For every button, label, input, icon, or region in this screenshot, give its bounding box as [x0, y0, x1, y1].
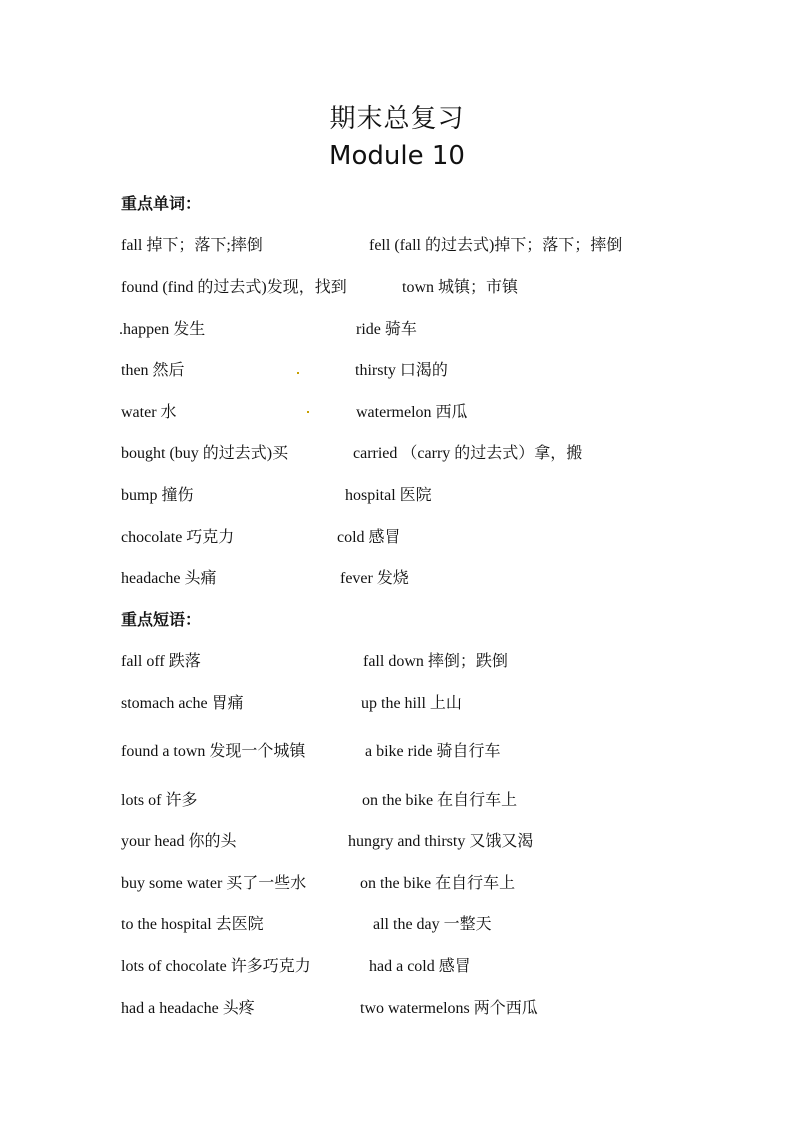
- phrase-item: stomach ache 胃痛: [121, 695, 244, 712]
- phrase-item: lots of 许多: [121, 792, 198, 809]
- phrase-item: found a town 发现一个城镇: [121, 743, 306, 760]
- phrase-item: on the bike 在自行车上: [362, 792, 518, 809]
- vocab-item: found (find 的过去式)发现，找到: [121, 279, 347, 296]
- phrase-item: fall down 摔倒；跌倒: [363, 653, 508, 670]
- phrase-item: had a cold 感冒: [369, 958, 471, 975]
- phrase-item: fall off 跌落: [121, 653, 201, 670]
- stray-mark: [307, 411, 309, 413]
- vocab-item: .happen 发生: [119, 321, 206, 338]
- vocab-item: thirsty 口渴的: [355, 362, 448, 379]
- vocab-item: town 城镇；市镇: [402, 279, 519, 296]
- stray-mark: [297, 372, 299, 374]
- vocab-item: then 然后: [121, 362, 185, 379]
- vocab-item: bump 撞伤: [121, 487, 194, 504]
- phrase-item: all the day 一整天: [373, 916, 492, 933]
- phrase-item: your head 你的头: [121, 833, 237, 850]
- phrases-heading: 重点短语：: [121, 610, 202, 629]
- phrase-item: a bike ride 骑自行车: [365, 743, 501, 760]
- phrase-item: up the hill 上山: [361, 695, 462, 712]
- vocab-item: chocolate 巧克力: [121, 529, 235, 546]
- vocab-item: fall 掉下；落下;摔倒: [121, 237, 263, 254]
- phrase-item: on the bike 在自行车上: [360, 875, 516, 892]
- phrase-item: to the hospital 去医院: [121, 916, 264, 933]
- vocab-heading: 重点单词：: [121, 194, 202, 213]
- page-title-chinese: 期末总复习: [329, 104, 465, 134]
- vocab-item: water 水: [121, 404, 177, 421]
- vocab-item: bought (buy 的过去式)买: [121, 445, 289, 462]
- vocab-item: fever 发烧: [340, 570, 409, 587]
- vocab-item: headache 头痛: [121, 570, 217, 587]
- phrase-item: had a headache 头疼: [121, 1000, 255, 1017]
- phrase-item: hungry and thirsty 又饿又渴: [348, 833, 534, 850]
- vocab-item: cold 感冒: [337, 529, 401, 546]
- phrase-item: lots of chocolate 许多巧克力: [121, 958, 311, 975]
- vocab-item: hospital 医院: [345, 487, 432, 504]
- phrase-item: buy some water 买了一些水: [121, 875, 307, 892]
- vocab-item: carried （carry 的过去式）拿，搬: [353, 445, 583, 462]
- page-title-module: Module 10: [329, 141, 465, 171]
- vocab-item: ride 骑车: [356, 321, 417, 338]
- vocab-item: watermelon 西瓜: [356, 404, 468, 421]
- vocab-item: fell (fall 的过去式)掉下；落下；摔倒: [369, 237, 623, 254]
- phrase-item: two watermelons 两个西瓜: [360, 1000, 538, 1017]
